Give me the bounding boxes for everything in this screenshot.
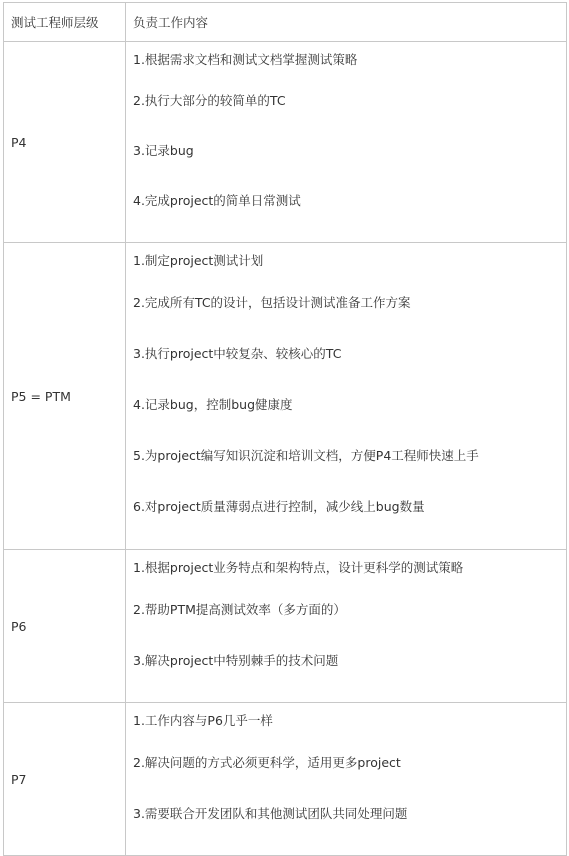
duty-item: 2.完成所有TC的设计，包括设计测试准备工作方案 [133,295,411,310]
duty-item: 4.记录bug，控制bug健康度 [133,397,293,412]
header-level: 测试工程师层级 [4,3,126,42]
duty-item: 2.解决问题的方式必须更科学，适用更多project [133,755,401,770]
duties-cell [126,42,567,243]
duty-item: 1.根据project业务特点和架构特点，设计更科学的测试策略 [133,560,464,575]
engineer-level-table [3,2,567,856]
duty-item: 2.帮助PTM提高测试效率（多方面的） [133,602,346,617]
header-duties: 负责工作内容 [126,3,567,42]
table-row [4,243,567,550]
duty-item: 1.工作内容与P6几乎一样 [133,713,273,728]
duty-item: 4.完成project的简单日常测试 [133,193,301,208]
duty-item: 5.为project编写知识沉淀和培训文档，方便P4工程师快速上手 [133,448,479,463]
table-row [4,703,567,856]
level-cell: P4 [4,42,126,243]
duties-cell [126,550,567,703]
header-row [4,3,567,42]
duty-item: 2.执行大部分的较简单的TC [133,93,286,108]
level-cell: P6 [4,550,126,703]
duty-item: 3.需要联合开发团队和其他测试团队共同处理问题 [133,806,408,821]
duty-item: 1.制定project测试计划 [133,253,264,268]
table-row [4,42,567,243]
level-cell: P5 = PTM [4,243,126,550]
duties-cell [126,703,567,856]
table-row [4,550,567,703]
duty-item: 6.对project质量薄弱点进行控制，减少线上bug数量 [133,499,425,514]
duties-cell [126,243,567,550]
duty-item: 3.记录bug [133,143,194,158]
duty-item: 3.执行project中较复杂、较核心的TC [133,346,342,361]
duty-item: 1.根据需求文档和测试文档掌握测试策略 [133,52,358,67]
duty-item: 3.解决project中特别棘手的技术问题 [133,653,339,668]
level-cell: P7 [4,703,126,856]
